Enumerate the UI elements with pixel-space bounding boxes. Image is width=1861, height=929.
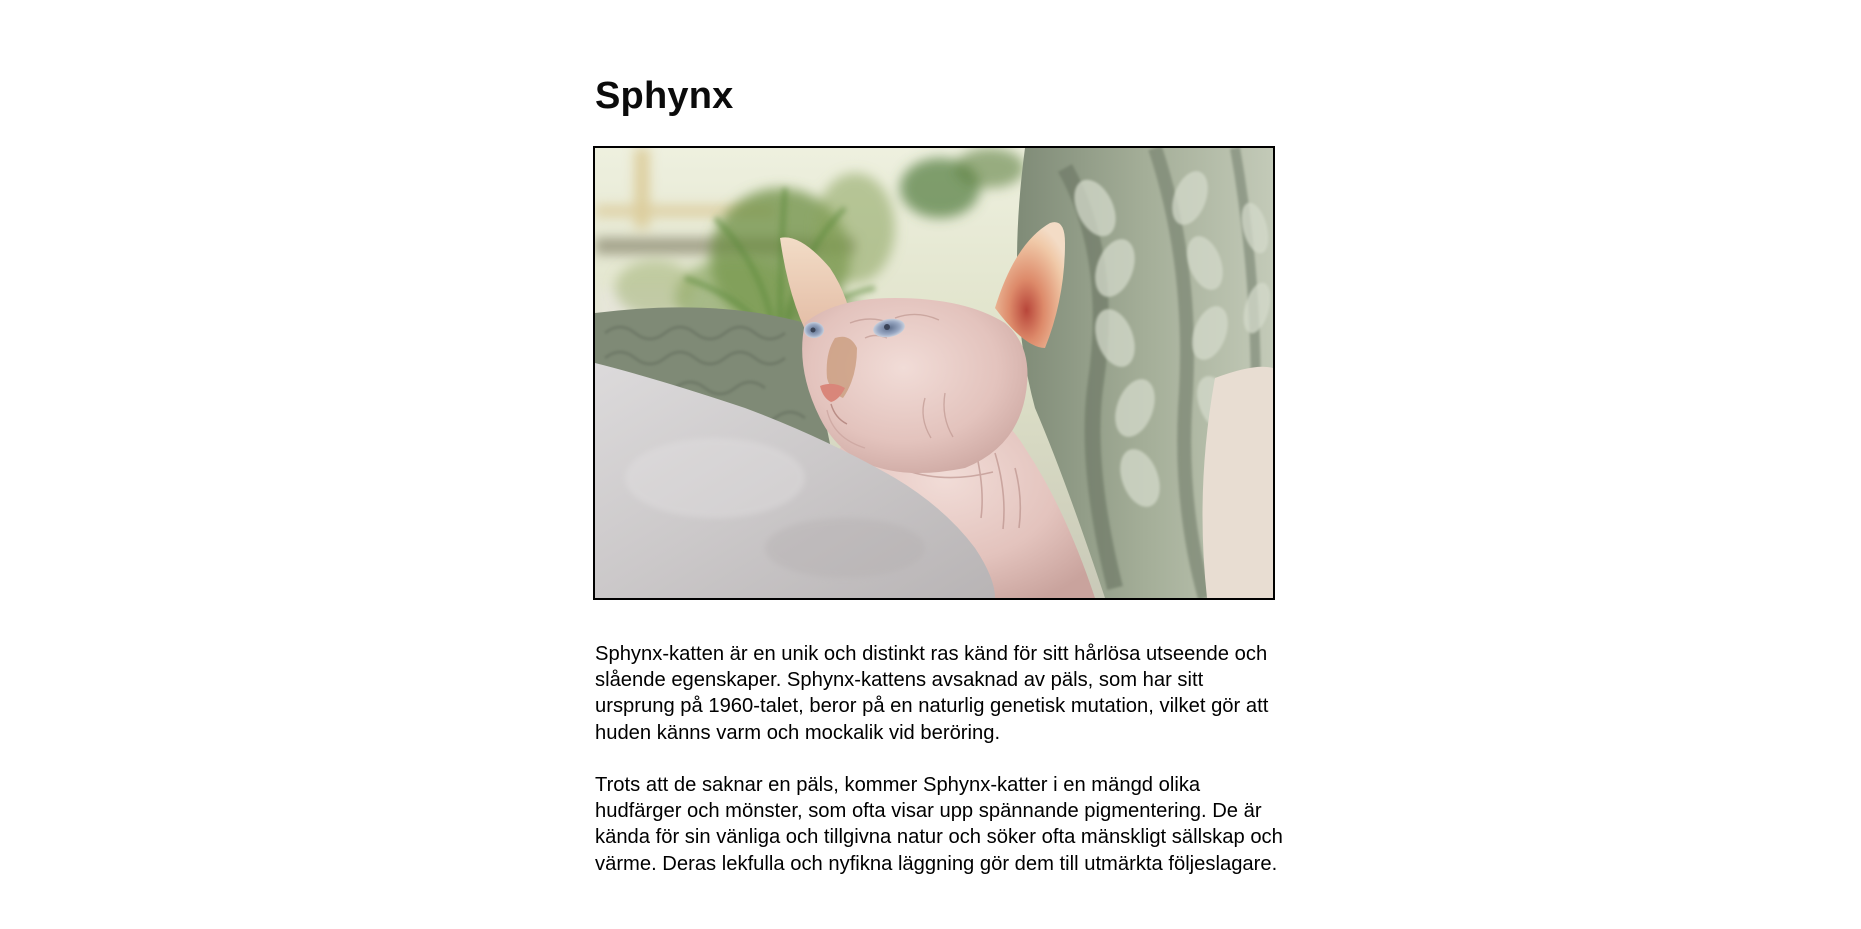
paragraph-intro: Sphynx-katten är en unik och distinkt ras känd för sitt hårlösa utseende och slående egenskaper. Sphynx-kattens avsaknad av päls, som har sitt ursprung på 1960-talet, beror på en naturlig genetisk mutation, vilket gör att huden känns varm och mockalik vid beröring. (595, 643, 1269, 744)
paragraph-appearance: Trots att de saknar en päls, kommer Sphynx-katter i en mängd olika hudfärger och mönster, som ofta visar upp spännande pigmentering. De är kända för sin vänliga och tillgivna natur och söker ofta mänskligt sällskap och värme. Deras lekfulla och nyfikna läggning gör dem till utmärkta följeslagare. (595, 774, 1283, 875)
article-body (595, 641, 1285, 903)
cat-illustration (595, 148, 1273, 598)
sphynx-cat-photo (593, 146, 1275, 600)
page-title: Sphynx (595, 75, 734, 117)
